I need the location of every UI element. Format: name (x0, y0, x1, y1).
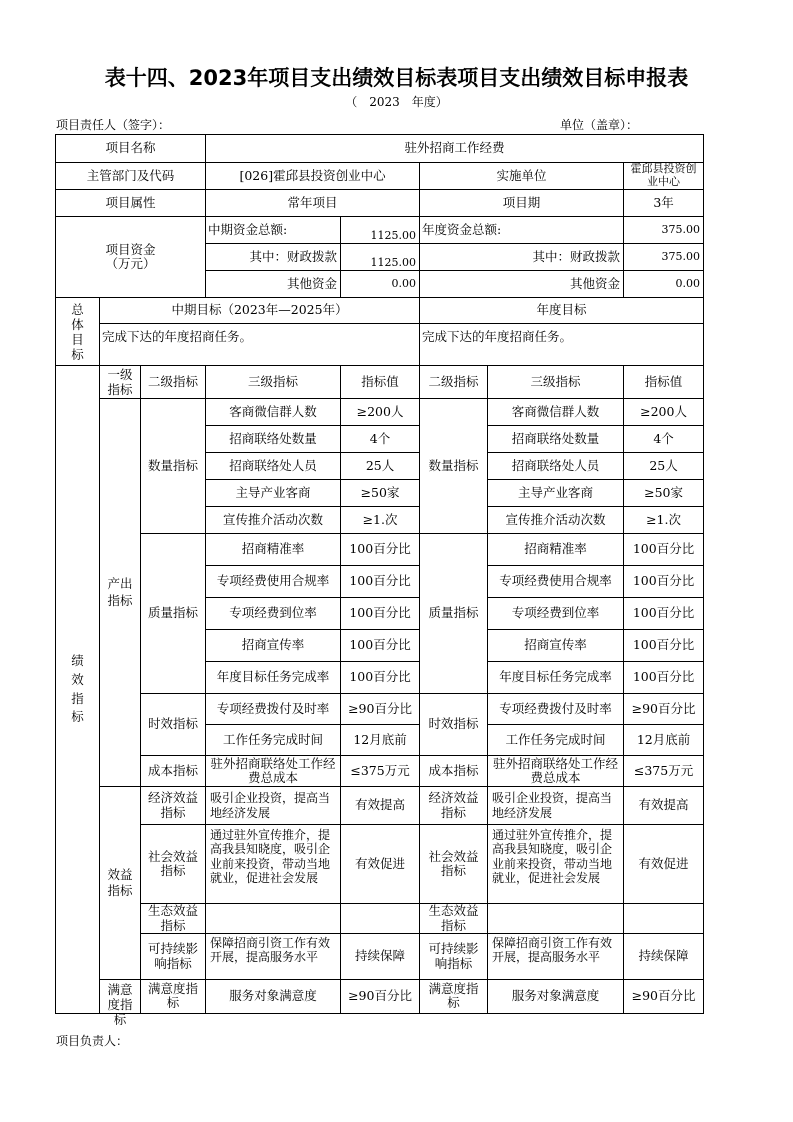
m2-year: 专项经费使用合规率 (488, 566, 624, 598)
timeliness-label-year: 时效指标 (420, 694, 488, 756)
c1v-year: ≤375万元 (624, 756, 704, 787)
s1v-mid: 有效促进 (341, 825, 420, 904)
year-goal-header: 年度目标 (420, 298, 704, 324)
project-name-label: 项目名称 (56, 135, 206, 163)
m3v-mid: 100百分比 (341, 598, 420, 630)
s1-mid: 通过驻外宣传推介，提高我县知晓度，吸引企业前来投资，带动当地就业，促进社会发展 (206, 825, 341, 904)
q5-mid: 宣传推介活动次数 (206, 507, 341, 534)
q1v-mid: ≥200人 (341, 399, 420, 426)
q4-year: 主导产业客商 (488, 480, 624, 507)
eco-v-mid (341, 904, 420, 934)
dept-value: [026]霍邱县投资创业中心 (206, 163, 420, 190)
satisfaction-label-year: 满意度指标 (420, 980, 488, 1014)
impl-label: 实施单位 (420, 163, 624, 190)
c1-year: 驻外招商联络处工作经费总成本 (488, 756, 624, 787)
level1-header: 一级指标 (100, 366, 141, 399)
t1-year: 专项经费拨付及时率 (488, 694, 624, 725)
m4v-mid: 100百分比 (341, 630, 420, 662)
attr-label: 项目属性 (56, 190, 206, 217)
level3-header-mid: 三级指标 (206, 366, 341, 399)
m1-mid: 招商精准率 (206, 534, 341, 566)
economic-label-mid: 经济效益指标 (141, 787, 206, 825)
satisfaction-label-mid: 满意度指标 (141, 980, 206, 1014)
u1v-year: 持续保障 (624, 934, 704, 980)
q4v-mid: ≥50家 (341, 480, 420, 507)
unit-seal-label: 单位（盖章）： (560, 118, 639, 132)
e1v-mid: 有效提高 (341, 787, 420, 825)
impl-value: 霍邱县投资创业中心 (624, 163, 704, 190)
mid-total-value: 1125.00 (341, 217, 420, 244)
year-line: （ 2023 年度） (345, 95, 448, 109)
ecological-label-year: 生态效益指标 (420, 904, 488, 934)
eco-v-year (624, 904, 704, 934)
m5-year: 年度目标任务完成率 (488, 662, 624, 694)
t2v-mid: 12月底前 (341, 725, 420, 756)
level3-header-year: 三级指标 (488, 366, 624, 399)
mid-goal-text: 完成下达的年度招商任务。 (100, 324, 420, 366)
year-goal-text: 完成下达的年度招商任务。 (420, 324, 704, 366)
q2v-year: 4个 (624, 426, 704, 453)
m3-year: 专项经费到位率 (488, 598, 624, 630)
perf-label: 绩效指标 (56, 366, 100, 1014)
dept-label: 主管部门及代码 (56, 163, 206, 190)
funds-label (56, 217, 206, 298)
year-total-value: 375.00 (624, 217, 704, 244)
quality-label-year: 质量指标 (420, 534, 488, 694)
q3-year: 招商联络处人员 (488, 453, 624, 480)
q3-mid: 招商联络处人员 (206, 453, 341, 480)
sustainable-label-year: 可持续影响指标 (420, 934, 488, 980)
mid-other-label: 其他资金 (206, 271, 341, 298)
q2-mid: 招商联络处数量 (206, 426, 341, 453)
m4-mid: 招商宣传率 (206, 630, 341, 662)
page-title: 表十四、2023年项目支出绩效目标表项目支出绩效目标申报表 (104, 66, 689, 90)
t2v-year: 12月底前 (624, 725, 704, 756)
responsible-signer-label: 项目责任人（签字）： (56, 118, 171, 132)
m1-year: 招商精准率 (488, 534, 624, 566)
m5v-mid: 100百分比 (341, 662, 420, 694)
e1v-year: 有效提高 (624, 787, 704, 825)
t1-mid: 专项经费拨付及时率 (206, 694, 341, 725)
output-label: 产出指标 (100, 399, 141, 787)
sustainable-label-mid: 可持续影响指标 (141, 934, 206, 980)
quality-label-mid: 质量指标 (141, 534, 206, 694)
q5v-mid: ≥1.次 (341, 507, 420, 534)
period-value: 3年 (624, 190, 704, 217)
q5-year: 宣传推介活动次数 (488, 507, 624, 534)
m1v-year: 100百分比 (624, 534, 704, 566)
m3-mid: 专项经费到位率 (206, 598, 341, 630)
q1v-year: ≥200人 (624, 399, 704, 426)
quantity-label-mid: 数量指标 (141, 399, 206, 534)
mid-total-label: 中期资金总额: (206, 217, 341, 244)
c1-mid: 驻外招商联络处工作经费总成本 (206, 756, 341, 787)
y1v-year: ≥90百分比 (624, 980, 704, 1014)
t1v-year: ≥90百分比 (624, 694, 704, 725)
benefit-label: 效益指标 (100, 787, 141, 980)
q4v-year: ≥50家 (624, 480, 704, 507)
year-fiscal-label: 其中：财政拨款 (420, 244, 624, 271)
value-header-year: 指标值 (624, 366, 704, 399)
m5v-year: 100百分比 (624, 662, 704, 694)
level2-header-mid: 二级指标 (141, 366, 206, 399)
performance-target-table (55, 134, 704, 1027)
ecological-label-mid: 生态效益指标 (141, 904, 206, 934)
funds-label-main: 项目资金 (105, 241, 156, 257)
mid-goal-header: 中期目标（2023年—2025年） (100, 298, 420, 324)
m2-mid: 专项经费使用合规率 (206, 566, 341, 598)
e1-mid: 吸引企业投资，提高当地经济发展 (206, 787, 341, 825)
t2-mid: 工作任务完成时间 (206, 725, 341, 756)
eco-mid (206, 904, 341, 934)
attr-value: 常年项目 (206, 190, 420, 217)
e1-year: 吸引企业投资，提高当地经济发展 (488, 787, 624, 825)
mid-other-value: 0.00 (341, 271, 420, 298)
project-name: 驻外招商工作经费 (206, 135, 704, 163)
u1-year: 保障招商引资工作有效开展，提高服务水平 (488, 934, 624, 980)
quantity-label-year: 数量指标 (420, 399, 488, 534)
eco-year (488, 904, 624, 934)
u1-mid: 保障招商引资工作有效开展，提高服务水平 (206, 934, 341, 980)
year-other-value: 0.00 (624, 271, 704, 298)
m5-mid: 年度目标任务完成率 (206, 662, 341, 694)
cost-label-mid: 成本指标 (141, 756, 206, 787)
t1v-mid: ≥90百分比 (341, 694, 420, 725)
cost-label-year: 成本指标 (420, 756, 488, 787)
level2-header-year: 二级指标 (420, 366, 488, 399)
u1v-mid: 持续保障 (341, 934, 420, 980)
s1-year: 通过驻外宣传推介，提高我县知晓度，吸引企业前来投资，带动当地就业，促进社会发展 (488, 825, 624, 904)
social-label-year: 社会效益指标 (420, 825, 488, 904)
s1v-year: 有效促进 (624, 825, 704, 904)
q1-year: 客商微信群人数 (488, 399, 624, 426)
project-leader-label: 项目负责人： (56, 1034, 129, 1048)
period-label: 项目期 (420, 190, 624, 217)
m2v-mid: 100百分比 (341, 566, 420, 598)
m2v-year: 100百分比 (624, 566, 704, 598)
m4v-year: 100百分比 (624, 630, 704, 662)
q2v-mid: 4个 (341, 426, 420, 453)
m3v-year: 100百分比 (624, 598, 704, 630)
q5v-year: ≥1.次 (624, 507, 704, 534)
year-total-label: 年度资金总额: (420, 217, 624, 244)
year-fiscal-value: 375.00 (624, 244, 704, 271)
m4-year: 招商宣传率 (488, 630, 624, 662)
q4-mid: 主导产业客商 (206, 480, 341, 507)
q3v-year: 25人 (624, 453, 704, 480)
mid-fiscal-value: 1125.00 (341, 244, 420, 271)
c1v-mid: ≤375万元 (341, 756, 420, 787)
t2-year: 工作任务完成时间 (488, 725, 624, 756)
y1-year: 服务对象满意度 (488, 980, 624, 1014)
timeliness-label-mid: 时效指标 (141, 694, 206, 756)
q1-mid: 客商微信群人数 (206, 399, 341, 426)
value-header-mid: 指标值 (341, 366, 420, 399)
year-other-label: 其他资金 (420, 271, 624, 298)
satisfaction-l1-label: 满意度指标 (100, 980, 141, 1014)
y1-mid: 服务对象满意度 (206, 980, 341, 1014)
q3v-mid: 25人 (341, 453, 420, 480)
economic-label-year: 经济效益指标 (420, 787, 488, 825)
funds-label-unit: （万元） (105, 256, 156, 271)
m1v-mid: 100百分比 (341, 534, 420, 566)
overall-goal-label: 总体目标 (56, 298, 100, 366)
mid-fiscal-label: 其中：财政拨款 (206, 244, 341, 271)
social-label-mid: 社会效益指标 (141, 825, 206, 904)
y1v-mid: ≥90百分比 (341, 980, 420, 1014)
q2-year: 招商联络处数量 (488, 426, 624, 453)
